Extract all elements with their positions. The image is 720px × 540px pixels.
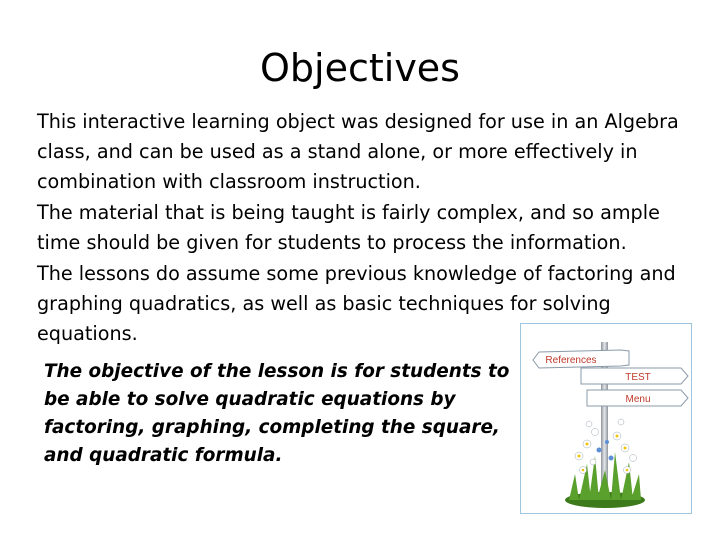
sign-menu[interactable] (587, 390, 688, 406)
paragraph-purpose: This interactive learning object was designed for use in an Algebra class, and can be used as a stand alone, or more effectively in combination with classroom instruction. (37, 110, 679, 193)
sign-menu-label: Menu (625, 394, 651, 405)
sign-references[interactable] (533, 350, 629, 368)
paragraph-complexity: The material that is being taught is fairly complex, and so ample time should be given for students to process the information. (37, 201, 660, 254)
sign-test[interactable] (581, 368, 688, 384)
sign-references-label: References (545, 355, 597, 366)
signpost-with-flowers-icon (521, 324, 691, 513)
objective-statement: The objective of the lesson is for students to be able to solve quadratic equations by factoring, graphing, completing the square, and quadratic formula. (44, 361, 510, 466)
paragraph-prerequisites: The lessons do assume some previous knowledge of factoring and graphing quadratics, as well as basic techniques for solving equations. (37, 262, 676, 345)
slide-title: Objectives (260, 46, 460, 90)
sign-test-label: TEST (625, 372, 651, 383)
signpost-navigation (520, 323, 692, 514)
